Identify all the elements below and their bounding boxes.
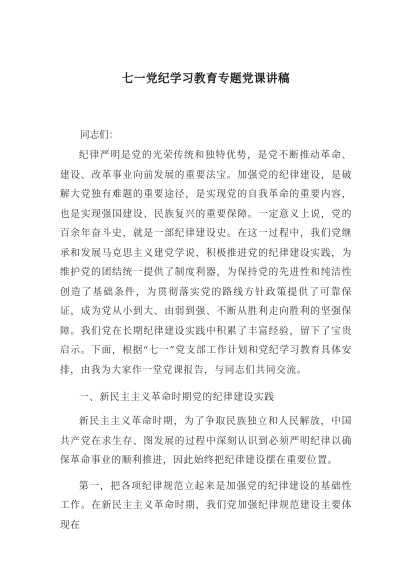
section-heading: 一、新民主主义革命时期党的纪律建设实践 — [79, 392, 275, 403]
section-paragraph: 新民主主义革命时期，为了争取民族独立和人民解放，中国共产党在求生存、图发展的过程中深刻认识到必须严明纪律以确保革命事业的顺利推进，因此始终把纪律建设摆在重要位置。 — [60, 416, 352, 466]
document-title: 七一党纪学习教育专题党课讲稿 — [122, 71, 290, 85]
section-paragraph: 第一，把各项纪律规范立起来是加强党的纪律建设的基础性工作。在新民主主义革命时期，我们党加强纪律规范建设主要体现在 — [60, 480, 352, 531]
intro-paragraph: 纪律严明是党的光荣传统和独特优势，是党不断推动革命、建设、改革事业向前发展的重要法宝。加强党的纪律建设，是破解大党独有难题的重要途径，是实现党的自我革命的重要内容，也是实现强国建设、民族复兴的重要保障。一定意义上说，党的百余年奋斗史，就是一部纪律建设史。在这一过程中，我们党继承和发展马克思主义建党学说，积极推进党的纪律建设实践，为维护党的团结统一提供了制度利器，为保持党的先进性和纯洁性创造了基础条件，为贯彻落实党的路线方针政策提供了可靠保证，成为党从小到大、由弱到强、不断从胜利走向胜利的坚强保障。我们党在长期纪律建设实践中积累了丰富经验，留下了宝贵启示。下面，根据“七一”党支部工作计划和党纪学习教育具体安排，由我为大家作一堂党课报告，与同志们共同交流。 — [60, 150, 352, 376]
spacer — [60, 380, 352, 386]
salutation: 同志们： — [80, 130, 119, 141]
